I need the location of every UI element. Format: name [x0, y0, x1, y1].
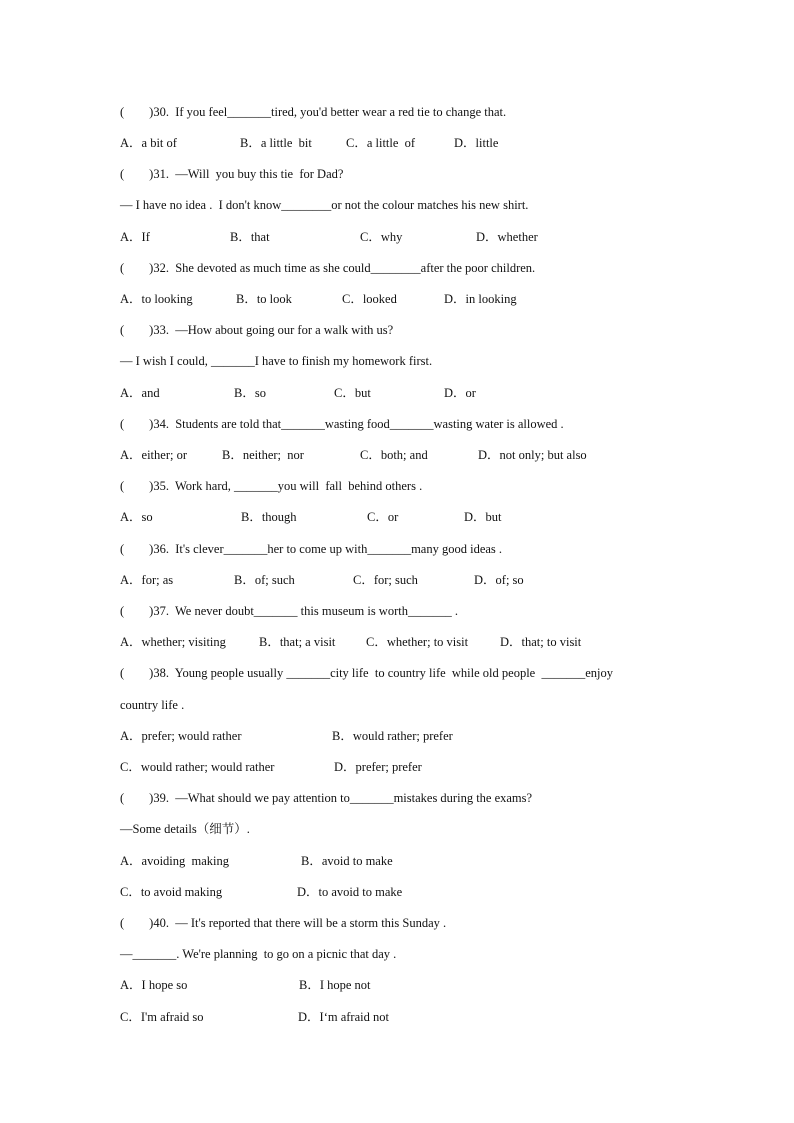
q38-option-c: C．would rather; would rather — [120, 760, 275, 774]
question-40-stem: ( )40. — It's reported that there will be a storm this Sunday . — [120, 916, 447, 930]
q39-option-b: B．avoid to make — [301, 854, 393, 868]
q37-option-c: C．whether; to visit — [366, 635, 469, 649]
question-30-stem: ( )30. If you feel_______tired, you'd better wear a red tie to change that. — [120, 105, 507, 119]
q34-option-a: A．either; or — [120, 448, 187, 462]
q40-option-b: B．I hope not — [299, 978, 371, 992]
q30-option-b: B．a little bit — [240, 136, 312, 150]
q34-option-d: D．not only; but also — [478, 448, 587, 462]
question-37-stem: ( )37. We never doubt_______ this museum is worth_______ . — [120, 604, 458, 618]
q40-option-c: C．I'm afraid so — [120, 1010, 204, 1024]
q33-option-d: D．or — [444, 386, 476, 400]
question-36-stem: ( )36. It's clever_______her to come up with_______many good ideas . — [120, 542, 503, 556]
q39-option-a: A．avoiding making — [120, 854, 230, 868]
q36-option-b: B．of; such — [234, 573, 295, 587]
q33-option-a: A．and — [120, 386, 160, 400]
question-35-stem: ( )35. Work hard, _______you will fall behind others . — [120, 479, 423, 493]
q40-option-d: D．I‘m afraid not — [298, 1010, 389, 1024]
q35-option-a: A．so — [120, 510, 153, 524]
q38-option-a: A．prefer; would rather — [120, 729, 242, 743]
q34-option-b: B．neither; nor — [222, 448, 304, 462]
question-31-response: — I have no idea . I don't know________or not the colour matches his new shirt. — [120, 198, 529, 212]
question-38-stem-continued: country life . — [120, 698, 185, 712]
q32-option-b: B．to look — [236, 292, 292, 306]
q32-option-c: C．looked — [342, 292, 397, 306]
q36-option-c: C．for; such — [353, 573, 418, 587]
q35-option-b: B．though — [241, 510, 297, 524]
q37-option-d: D．that; to visit — [500, 635, 582, 649]
q30-option-d: D．little — [454, 136, 499, 150]
question-33-response: — I wish I could, _______I have to finish my homework first. — [120, 354, 433, 368]
q40-option-a: A．I hope so — [120, 978, 188, 992]
question-34-stem: ( )34. Students are told that_______wasting food_______wasting water is allowed . — [120, 417, 564, 431]
q31-option-c: C．why — [360, 230, 403, 244]
q30-option-c: C．a little of — [346, 136, 416, 150]
question-40-response: —_______. We're planning to go on a picnic that day . — [120, 947, 397, 961]
q34-option-c: C．both; and — [360, 448, 428, 462]
question-38-stem: ( )38. Young people usually _______city life to country life while old people _______enjoy — [120, 666, 613, 680]
question-39-stem: ( )39. —What should we pay attention to_______mistakes during the exams? — [120, 791, 533, 805]
q33-option-b: B．so — [234, 386, 266, 400]
q38-option-d: D．prefer; prefer — [334, 760, 422, 774]
question-33-stem: ( )33. —How about going our for a walk with us? — [120, 323, 394, 337]
q35-option-d: D．but — [464, 510, 502, 524]
q39-option-d: D．to avoid to make — [297, 885, 403, 899]
q33-option-c: C．but — [334, 386, 371, 400]
q37-option-a: A．whether; visiting — [120, 635, 226, 649]
q36-option-d: D．of; so — [474, 573, 524, 587]
q37-option-b: B．that; a visit — [259, 635, 336, 649]
q31-option-b: B．that — [230, 230, 270, 244]
q38-option-b: B．would rather; prefer — [332, 729, 453, 743]
q31-option-a: A．If — [120, 230, 150, 244]
question-32-stem: ( )32. She devoted as much time as she could________after the poor children. — [120, 261, 536, 275]
q30-option-a: A．a bit of — [120, 136, 177, 150]
q31-option-d: D．whether — [476, 230, 538, 244]
question-31-stem: ( )31. —Will you buy this tie for Dad? — [120, 167, 344, 181]
q32-option-d: D．in looking — [444, 292, 517, 306]
q36-option-a: A．for; as — [120, 573, 174, 587]
q32-option-a: A．to looking — [120, 292, 193, 306]
question-39-response: —Some details（细节）. — [120, 822, 250, 836]
q35-option-c: C．or — [367, 510, 399, 524]
q39-option-c: C．to avoid making — [120, 885, 223, 899]
